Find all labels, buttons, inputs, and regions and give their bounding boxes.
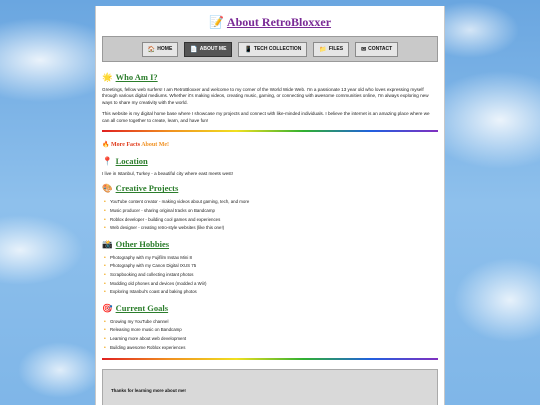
list-item: • Web designer - creating retro-style websites (like this one!): [102, 224, 438, 233]
who-paragraph-1: Greetings, fellow web surfers! I am RetroBloxxer and welcome to my corner of the World Wide Web. I'm a passionate 13 year old who loves expressing myself through various digital mediums. Whether it's making videos, creating music, gaming, or connecting with awesome communities online, I'm always exploring new ways to share my creativity with the world.: [102, 87, 429, 105]
list-item: • Modding old phones and devices (modded a Wii!): [102, 280, 438, 289]
creative-heading: 🎨 Creative Projects: [102, 183, 179, 194]
creative-list: [102, 198, 438, 232]
footer-text: Thanks for learning more about me!: [111, 388, 186, 394]
list-item: • Photography with my Fujifilm Instax Mini 8: [102, 254, 438, 263]
pin-icon: 📍: [102, 156, 113, 167]
who-heading: 🌟 Who Am I?: [102, 72, 158, 82]
target-icon: 🎯: [102, 302, 113, 313]
envelope-icon: ✉: [361, 46, 367, 53]
page-icon: 📄: [190, 46, 198, 53]
nav-bar: [102, 36, 438, 62]
hobbies-list: [102, 254, 438, 297]
list-item: • Exploring Istanbul's coast and baking photos: [102, 288, 438, 297]
list-item: • Learning more about web development: [102, 335, 438, 344]
list-item: • Growing my YouTube channel: [102, 318, 438, 327]
memo-icon: 📝: [208, 15, 224, 29]
fire-icon: 🔥: [102, 142, 110, 149]
footer-box: [102, 369, 438, 405]
list-item: • Scrapbooking and collecting instant photos: [102, 271, 438, 280]
list-item: • Roblox developer - building cool games and experiences: [102, 216, 438, 225]
folder-icon: 📁: [319, 46, 327, 53]
page-container: [95, 6, 445, 405]
goals-heading: 🎯 Current Goals: [102, 302, 169, 313]
star-icon: 🌟: [102, 72, 113, 82]
phone-icon: 📱: [244, 46, 252, 53]
list-item: • Photography with my Canon Digital IXUS 75: [102, 262, 438, 271]
location-text: I live in Istanbul, Turkey - a beautiful city where east meets west!: [102, 171, 233, 177]
hobbies-heading: 📸 Other Hobbies: [102, 238, 170, 249]
nav-home-button[interactable]: 🏠 HOME: [142, 42, 178, 57]
camera-icon: 📸: [102, 238, 113, 249]
list-item: • Releasing more music on Bandcamp: [102, 326, 438, 335]
nav-contact-button[interactable]: ✉ CONTACT: [355, 42, 398, 57]
rainbow-divider: [102, 130, 438, 132]
nav-about-button[interactable]: 📄 ABOUT ME: [184, 42, 232, 57]
palette-icon: 🎨: [102, 183, 113, 194]
goals-list: [102, 318, 438, 352]
nav-files-button[interactable]: 📁 FILES: [313, 42, 349, 57]
location-heading: 📍 Location: [102, 156, 148, 167]
nav-tech-button[interactable]: 📱 TECH COLLECTION: [238, 42, 307, 57]
more-facts-heading: 🔥 More Facts About Me!: [102, 142, 170, 149]
house-icon: 🏠: [147, 46, 156, 53]
list-item: • YouTube content creator - making videos about gaming, tech, and more: [102, 198, 438, 207]
list-item: • Music producer - sharing original tracks on Bandcamp: [102, 207, 438, 216]
list-item: • Building awesome Roblox experiences: [102, 344, 438, 353]
who-paragraph-2: This website is my digital home base where I showcase my projects and connect with like-minded individuals. I believe the internet is an amazing place where we can all come together to create, learn, and have fun!: [102, 111, 430, 123]
page-title: 📝 About RetroBloxxer: [208, 15, 332, 29]
rainbow-divider: [102, 358, 438, 360]
